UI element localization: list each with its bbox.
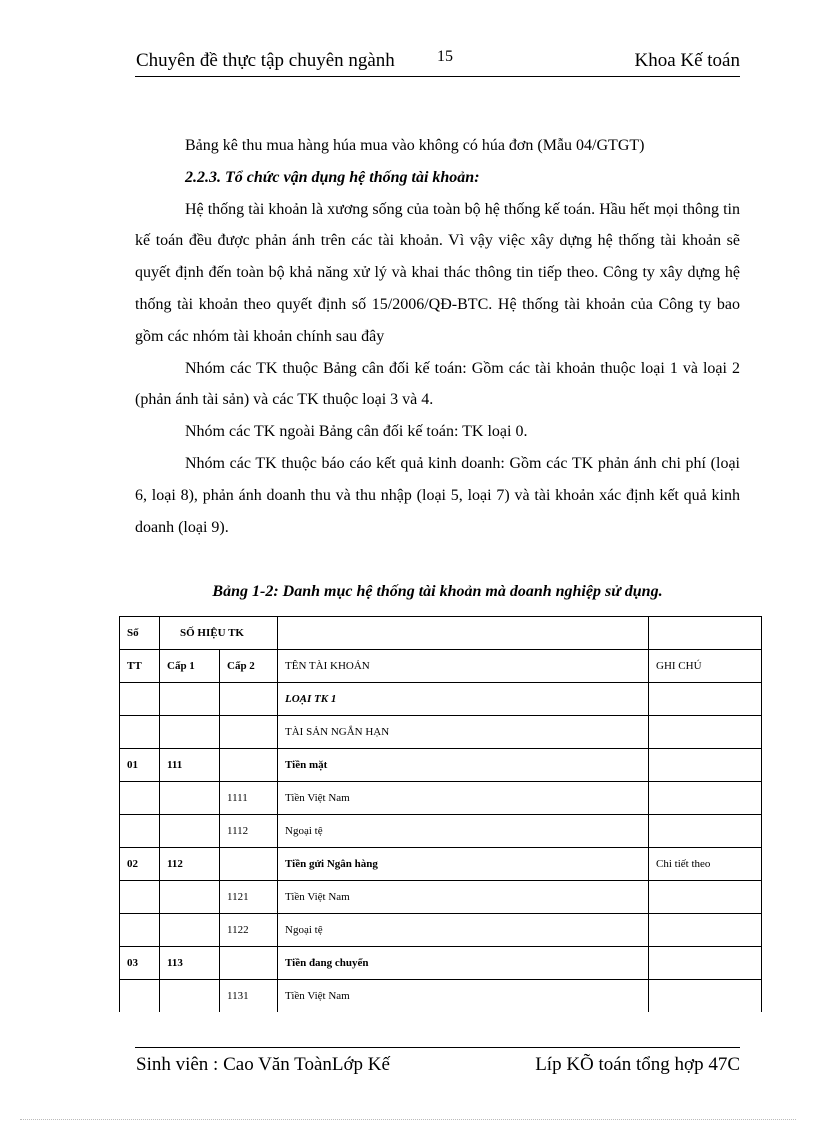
row-cap1: 113 — [160, 947, 220, 980]
row-cap1 — [160, 716, 220, 749]
row-tt: 03 — [120, 947, 160, 980]
row-cap1 — [160, 683, 220, 716]
header-title: Chuyên đề thực tập chuyên ngành — [136, 50, 395, 71]
row-account-name: Tiền mặt — [278, 749, 649, 782]
row-cap2: 1111 — [220, 782, 278, 815]
row-account-name: Tiền Việt Nam — [278, 980, 649, 1013]
paragraph: Nhóm các TK ngoài Bảng cân đối kế toán: TK loại 0. — [185, 423, 528, 441]
row-cap2 — [220, 683, 278, 716]
row-cap2: 1121 — [220, 881, 278, 914]
footer-class: Líp KÕ toán tổng hợp 47C — [535, 1054, 740, 1075]
row-note — [649, 881, 762, 914]
row-note: Chi tiết theo — [649, 848, 762, 881]
row-account-name: LOẠI TK 1 — [278, 683, 649, 716]
row-account-name: TÀI SẢN NGẮN HẠN — [278, 716, 649, 749]
footer-student: Sinh viên : Cao Văn ToànLớp Kế — [136, 1054, 390, 1075]
row-note — [649, 716, 762, 749]
header-cap2: Cấp 2 — [220, 650, 278, 683]
row-cap2 — [220, 947, 278, 980]
page-header — [135, 46, 740, 77]
row-note — [649, 749, 762, 782]
intro-line: Bảng kê thu mua hàng húa mua vào không có húa đơn (Mẫu 04/GTGT) — [185, 137, 645, 154]
paragraph: Hệ thống tài khoản là xương sống của toàn bộ hệ thống kế toán. Hầu hết mọi thông tin kế toán đều được phản ánh trên các tài khoản. Vì vậy việc xây dựng hệ thống tài khoản sẽ quyết định đến toàn bộ khả năng xử lý và khai thác thông tin tiếp theo. Công ty xây dựng hệ thống tài khoản theo quyết định số 15/2006/QĐ-BTC. Hệ thống tài khoản của Công ty bao gồm các nhóm tài khoản chính sau đây — [135, 200, 740, 345]
row-note — [649, 815, 762, 848]
table-row — [120, 716, 762, 749]
row-tt — [120, 683, 160, 716]
header-ten: TÊN TÀI KHOẢN — [278, 650, 649, 683]
row-cap1: 111 — [160, 749, 220, 782]
table-header-row — [120, 650, 762, 683]
header-tt: TT — [120, 650, 160, 683]
page-number: 15 — [437, 48, 453, 65]
row-tt — [120, 881, 160, 914]
row-cap2 — [220, 749, 278, 782]
row-cap1 — [160, 815, 220, 848]
row-account-name: Tiền Việt Nam — [278, 881, 649, 914]
table-row — [120, 881, 762, 914]
paragraph: Nhóm các TK thuộc báo cáo kết quả kinh doanh: Gồm các TK phản ánh chi phí (loại 6, loại 8), phản ánh doanh thu và thu nhập (loại 5, loại 7) và tài khoản xác định kết quả kinh doanh (loại 9). — [135, 454, 740, 536]
header-cap1: Cấp 1 — [160, 650, 220, 683]
row-account-name: Tiền gửi Ngân hàng — [278, 848, 649, 881]
account-table — [119, 616, 762, 1012]
row-account-name: Ngoại tệ — [278, 914, 649, 947]
row-cap1 — [160, 914, 220, 947]
row-cap2: 1131 — [220, 980, 278, 1013]
row-cap2 — [220, 848, 278, 881]
table-row — [120, 815, 762, 848]
row-cap2: 1122 — [220, 914, 278, 947]
row-tt — [120, 782, 160, 815]
row-cap1 — [160, 980, 220, 1013]
row-note — [649, 782, 762, 815]
table-row — [120, 914, 762, 947]
row-tt — [120, 815, 160, 848]
header-department: Khoa Kế toán — [634, 50, 740, 71]
row-cap1 — [160, 881, 220, 914]
row-account-name: Tiền Việt Nam — [278, 782, 649, 815]
header-ghi-chu: GHI CHÚ — [649, 650, 762, 683]
row-cap1: 112 — [160, 848, 220, 881]
row-account-name: Ngoại tệ — [278, 815, 649, 848]
table-row — [120, 749, 762, 782]
row-cap1 — [160, 782, 220, 815]
table-row — [120, 683, 762, 716]
table-body — [120, 683, 762, 1013]
table-row — [120, 848, 762, 881]
row-note — [649, 683, 762, 716]
row-cap2 — [220, 716, 278, 749]
row-tt — [120, 716, 160, 749]
row-account-name: Tiền đang chuyển — [278, 947, 649, 980]
section-title: 2.2.3. Tổ chức vận dụng hệ thống tài khoản: — [185, 168, 480, 186]
page-edge-divider — [20, 1119, 796, 1120]
table-row — [120, 947, 762, 980]
row-note — [649, 914, 762, 947]
paragraph: Nhóm các TK thuộc Bảng cân đối kế toán: Gồm các tài khoản thuộc loại 1 và loại 2 (phản ánh tài sản) và các TK thuộc loại 3 và 4. — [135, 359, 740, 409]
header-so-hieu: SỐ HIỆU TK — [160, 617, 278, 650]
table-row — [120, 980, 762, 1013]
document-body — [135, 130, 740, 543]
table-header-row — [120, 617, 762, 650]
row-tt: 01 — [120, 749, 160, 782]
page-footer — [135, 1047, 740, 1084]
header-so: Số — [120, 617, 160, 650]
table-caption: Bảng 1-2: Danh mục hệ thống tài khoản mà doanh nghiệp sử dụng. — [212, 583, 663, 600]
table-row — [120, 782, 762, 815]
row-note — [649, 947, 762, 980]
row-tt — [120, 914, 160, 947]
row-cap2: 1112 — [220, 815, 278, 848]
row-tt: 02 — [120, 848, 160, 881]
row-tt — [120, 980, 160, 1013]
row-note — [649, 980, 762, 1013]
